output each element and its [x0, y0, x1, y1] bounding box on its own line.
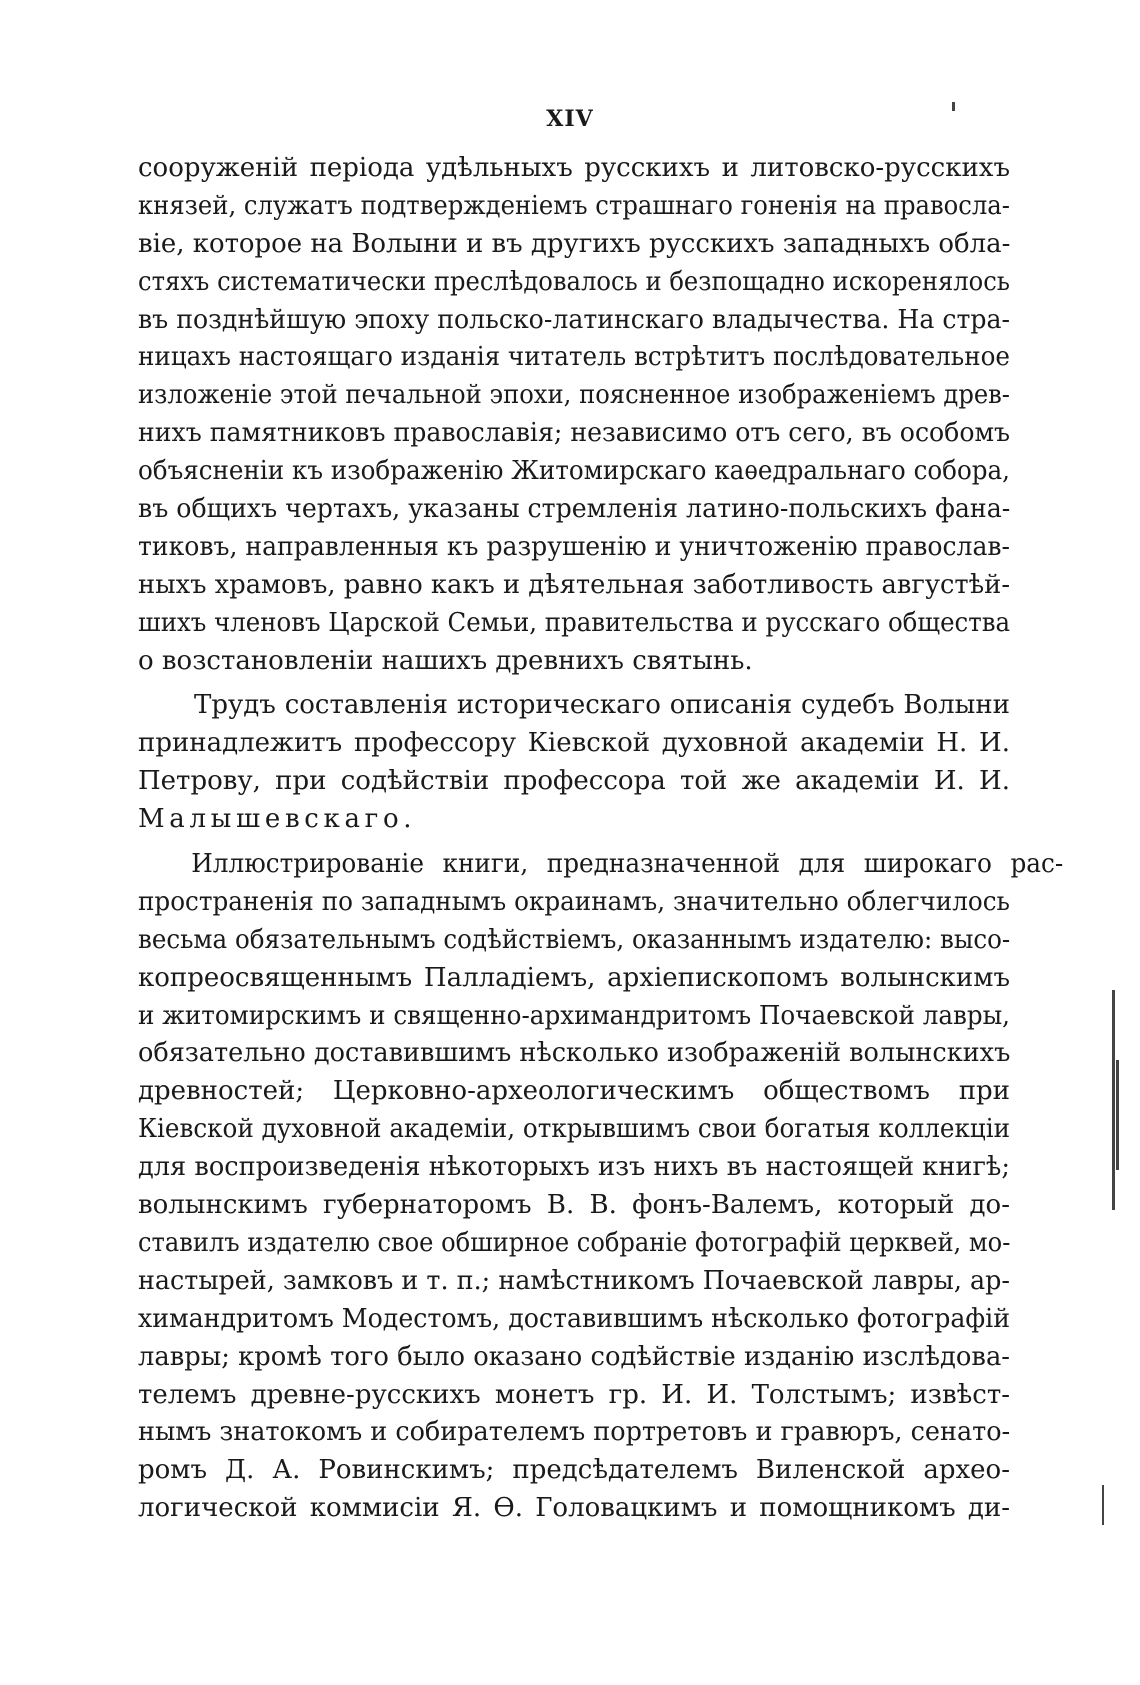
text-line: Иллюстрированіе книги, предназначенной для широкаго рас-	[191, 849, 1064, 880]
text-line: Малышевскаго.	[138, 804, 417, 835]
scan-mark	[1116, 1060, 1119, 1170]
text-line: стяхъ систематически преслѣдовалось и безпощадно искоренялось	[138, 266, 1010, 297]
page-number: XIV	[546, 106, 594, 132]
text-line: объясненіи къ изображенію Житомирскаго каѳедральнаго собора,	[138, 456, 1010, 487]
body-text	[138, 150, 1064, 1528]
text-line: Петрову, при содѣйствіи профессора той же академіи И. И.	[138, 766, 1010, 797]
text-line: о возстановленіи нашихъ древнихъ святынь.	[138, 645, 753, 676]
text-line: шихъ членовъ Царской Семьи, правительства и русскаго общества	[138, 607, 1011, 638]
scan-mark	[1102, 1485, 1104, 1525]
text-line: логической коммисіи Я. Ѳ. Головацкимъ и помощникомъ ди-	[138, 1493, 1010, 1524]
scan-mark	[952, 102, 955, 111]
text-line: лавры; кромѣ того было оказано содѣйствіе изданію изслѣдова-	[138, 1341, 1011, 1372]
paragraph-3	[138, 846, 1064, 1528]
text-line: пространенія по западнымъ окраинамъ, значительно облегчилось	[138, 886, 1010, 917]
text-line: Трудъ составленія историческаго описанія судебъ Волыни	[194, 690, 1010, 721]
text-line: настырей, замковъ и т. п.; намѣстникомъ Почаевской лавры, ар-	[138, 1265, 1011, 1296]
text-line: въ позднѣйшую эпоху польско-латинскаго владычества. На стра-	[138, 304, 1011, 335]
text-line: копреосвященнымъ Палладіемъ, архіепископомъ волынскимъ	[138, 962, 1010, 993]
text-line: изложеніе этой печальной эпохи, поясненное изображеніемъ древ-	[138, 380, 1010, 411]
text-line: віе, которое на Волыни и въ другихъ русскихъ западныхъ обла-	[138, 228, 1011, 259]
text-line: для воспроизведенія нѣкоторыхъ изъ нихъ въ настоящей книгѣ;	[138, 1152, 1010, 1183]
paragraph-2	[138, 687, 1010, 839]
text-line: князей, служатъ подтвержденіемъ страшнаго гоненія на правосла-	[138, 190, 1010, 221]
text-line: Кіевской духовной академіи, открывшимъ свои богатыя коллекціи	[138, 1114, 1011, 1145]
text-line: нихъ памятниковъ православія; независимо отъ сего, въ особомъ	[138, 418, 1011, 449]
text-line: сооруженій періода удѣльныхъ русскихъ и литовско-русскихъ	[138, 153, 1010, 183]
text-line: древностей; Церковно-археологическимъ обществомъ при	[138, 1076, 1010, 1107]
text-line: телемъ древне-русскихъ монетъ гр. И. И. Толстымъ; извѣст-	[138, 1379, 1010, 1410]
text-line: въ общихъ чертахъ, указаны стремленія латино-польскихъ фана-	[138, 494, 1011, 525]
text-line: ставилъ издателю свое обширное собраніе фотографій церквей, мо-	[138, 1227, 1011, 1258]
text-line: волынскимъ губернаторомъ В. В. фонъ-Валемъ, который до-	[138, 1190, 1010, 1221]
text-line: тиковъ, направленныя къ разрушенію и уничтоженію православ-	[138, 531, 1011, 562]
text-line: ныхъ храмовъ, равно какъ и дѣятельная заботливость августѣй-	[138, 569, 1011, 600]
text-line: нымъ знатокомъ и собирателемъ портретовъ и гравюръ, сенато-	[138, 1417, 1011, 1448]
scan-mark	[1112, 990, 1115, 1210]
text-line: ницахъ настоящаго изданія читатель встрѣтитъ послѣдовательное	[138, 342, 1011, 373]
text-line: и житомирскимъ и священно-архимандритомъ Почаевской лавры,	[138, 1000, 1010, 1031]
text-line: принадлежитъ профессору Кіевской духовной академіи Н. И.	[138, 728, 1010, 759]
text-line: ромъ Д. А. Ровинскимъ; предсѣдателемъ Виленской архео-	[138, 1455, 1010, 1486]
text-line: обязательно доставившимъ нѣсколько изображеній волынскихъ	[138, 1038, 1011, 1069]
paragraph-1	[138, 150, 1010, 680]
text-line: весьма обязательнымъ содѣйствіемъ, оказаннымъ издателю: высо-	[138, 924, 1011, 955]
text-line: химандритомъ Модестомъ, доставившимъ нѣсколько фотографій	[138, 1303, 1011, 1334]
